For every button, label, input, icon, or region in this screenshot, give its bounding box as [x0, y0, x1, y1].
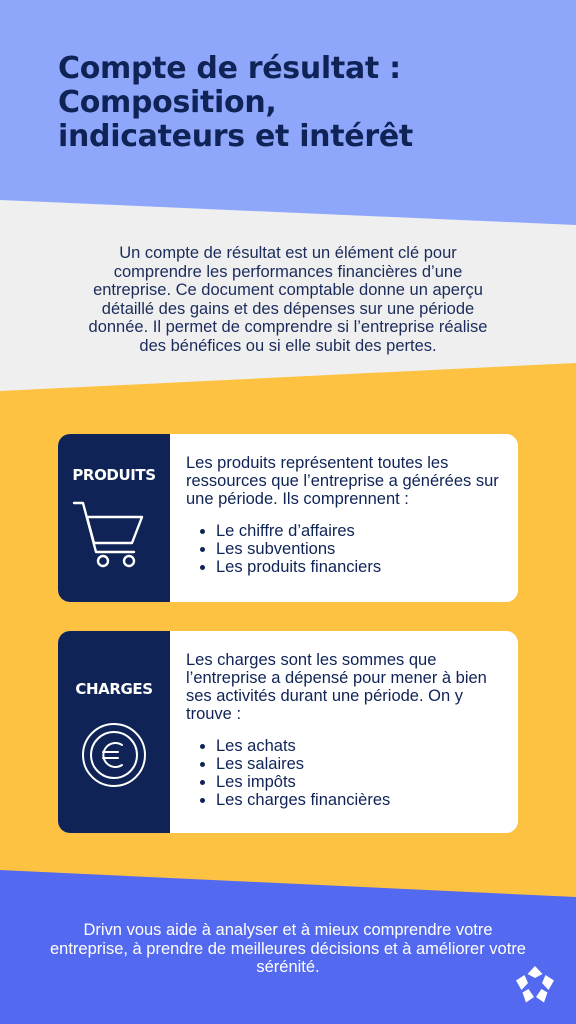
- drivn-logo-icon: [514, 964, 556, 1006]
- title-line: Compte de résultat :: [58, 51, 401, 86]
- intro-paragraph: Un compte de résultat est un élément clé pour comprendre les performances financières d’une entreprise. Ce document comptable donne un aperçu détaillé des gains et des dépenses sur une période donnée. Il permet de comprendre si l’entreprise réalise des bénéfices ou si elle subit des pertes.: [88, 244, 488, 355]
- produits-list: [186, 522, 504, 576]
- produits-label: PRODUITS: [72, 466, 156, 484]
- shopping-cart-icon: [72, 498, 152, 574]
- list-item: • Les subventions: [216, 540, 504, 558]
- charges-label: CHARGES: [75, 680, 153, 698]
- charges-card-body: [186, 651, 504, 809]
- charges-description: Les charges sont les sommes que l’entreprise a dépensé pour mener à bien ses activités durant une période. On y trouve :: [186, 651, 487, 723]
- produits-description: Les produits représentent toutes les ressources que l’entreprise a générées sur une période. Ils comprennent :: [186, 454, 499, 508]
- title-line: indicateurs et intérêt: [58, 119, 413, 154]
- produits-card-body: [186, 454, 504, 576]
- title-line: Composition,: [58, 85, 277, 120]
- produits-card-sidebar: [58, 434, 170, 602]
- charges-card: [58, 631, 518, 833]
- list-item: • Les impôts: [216, 773, 504, 791]
- list-item: • Les produits financiers: [216, 558, 504, 576]
- list-item: • Les salaires: [216, 755, 504, 773]
- charges-list: [186, 737, 504, 809]
- produits-card: [58, 434, 518, 602]
- page-title: [58, 52, 528, 154]
- charges-card-sidebar: [58, 631, 170, 833]
- list-item: • Les achats: [216, 737, 504, 755]
- list-item: • Le chiffre d’affaires: [216, 522, 504, 540]
- footer-text: Drivn vous aide à analyser et à mieux comprendre votre entreprise, à prendre de meilleures décisions et à améliorer votre sérénité.: [50, 921, 526, 976]
- euro-coin-icon: [80, 721, 148, 789]
- list-item: • Les charges financières: [216, 791, 504, 809]
